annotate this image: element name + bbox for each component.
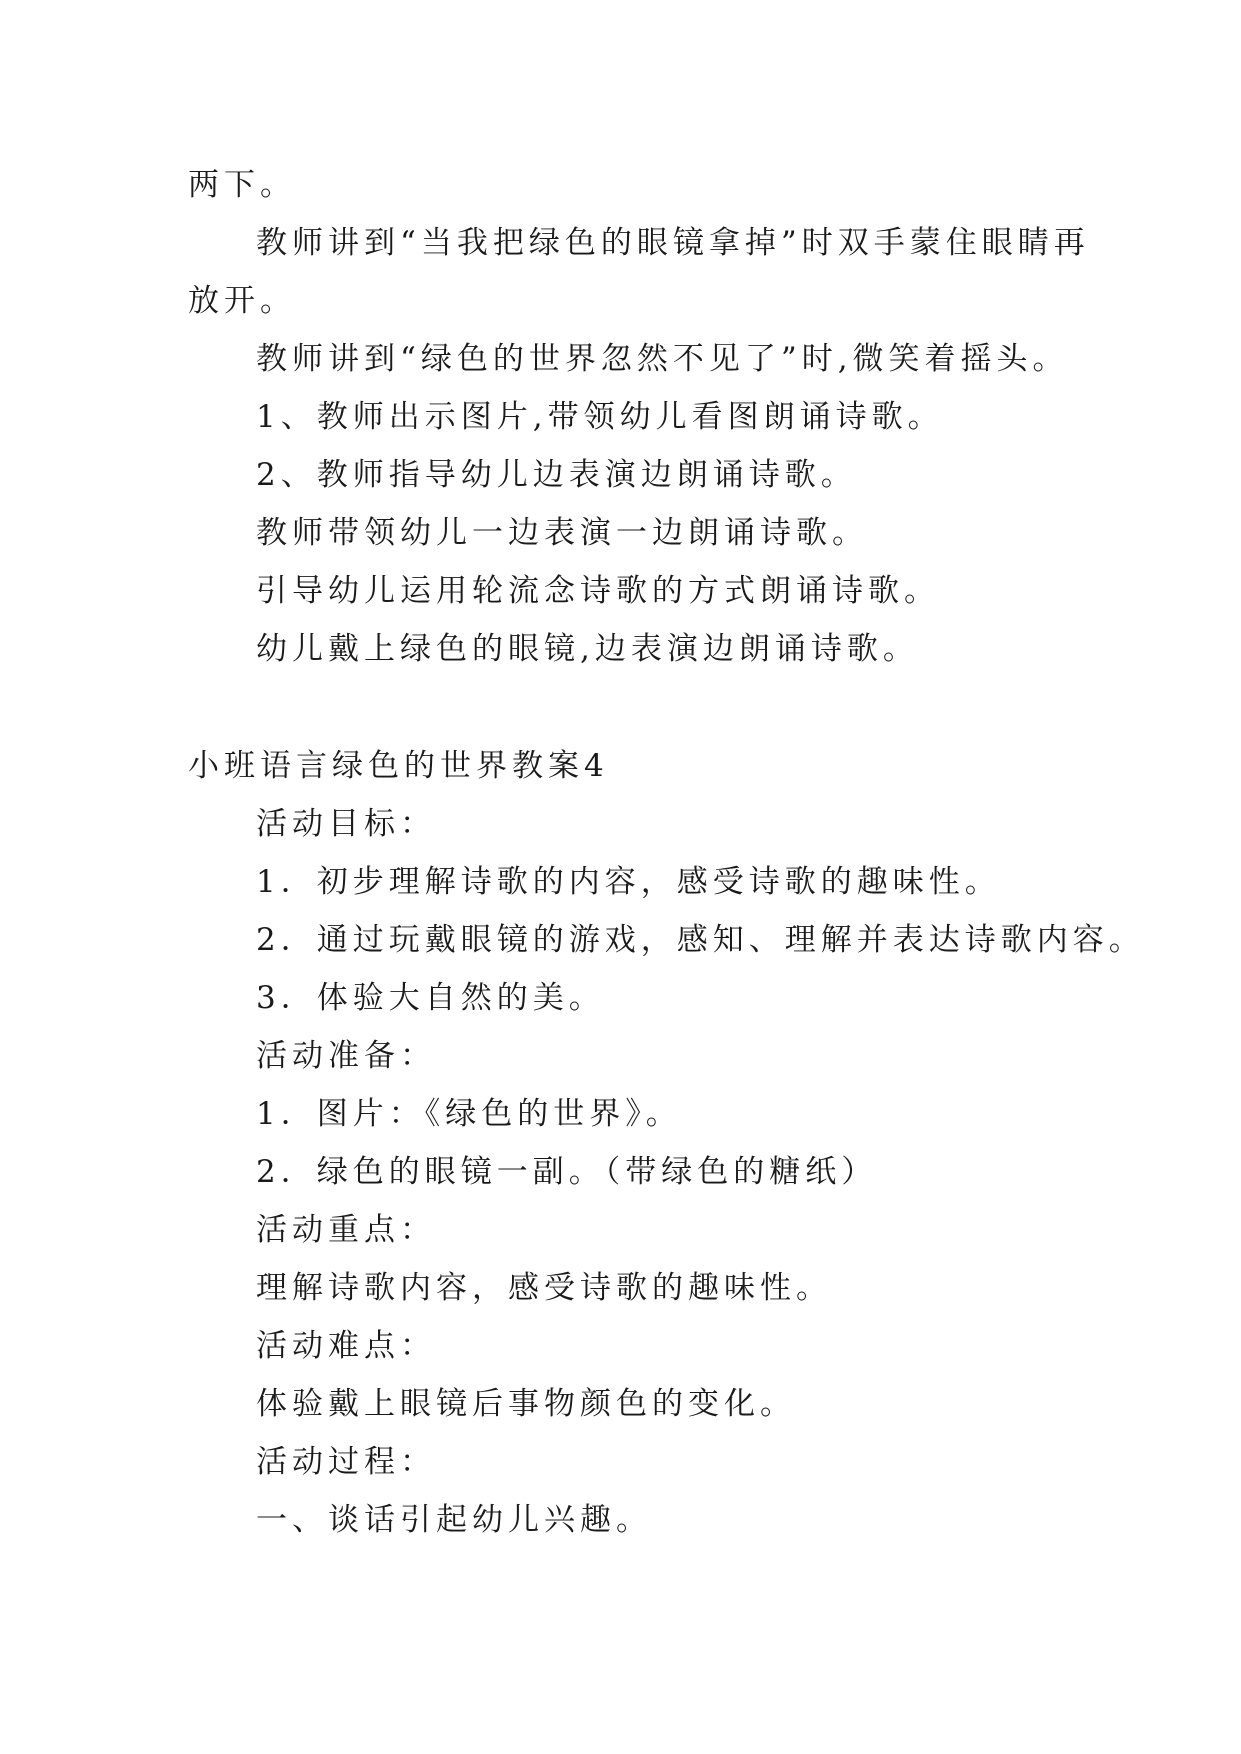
- text-line: 活动目标：: [256, 806, 436, 842]
- text-line: 引导幼儿运用轮流念诗歌的方式朗诵诗歌。: [256, 573, 940, 609]
- text-line: 1．初步理解诗歌的内容，感受诗歌的趣味性。: [256, 864, 1001, 900]
- text-line: 教师讲到“当我把绿色的眼镜拿掉”时双手蒙住眼睛再: [256, 225, 1090, 261]
- text-line: 教师带领幼儿一边表演一边朗诵诗歌。: [256, 515, 868, 551]
- text-line: 理解诗歌内容，感受诗歌的趣味性。: [256, 1270, 832, 1306]
- text-line: 放开。: [188, 283, 296, 319]
- section-heading: 小班语言绿色的世界教案4: [188, 748, 609, 784]
- text-line: 1、教师出示图片,带领幼儿看图朗诵诗歌。: [256, 399, 944, 435]
- text-line: 1．图片：《绿色的世界》。: [256, 1096, 682, 1132]
- text-line: 活动难点：: [256, 1328, 436, 1364]
- text-line: 活动准备：: [256, 1038, 436, 1074]
- text-line: 两下。: [188, 167, 296, 203]
- text-line: 2．绿色的眼镜一副。（带绿色的糖纸）: [256, 1154, 878, 1190]
- text-line: 活动过程：: [256, 1444, 436, 1480]
- text-line: 活动重点：: [256, 1212, 436, 1248]
- text-line: 一、谈话引起幼儿兴趣。: [256, 1502, 652, 1538]
- text-line: 教师讲到“绿色的世界忽然不见了”时,微笑着摇头。: [256, 341, 1069, 377]
- text-line: 2．通过玩戴眼镜的游戏，感知、理解并表达诗歌内容。: [256, 922, 1145, 958]
- text-line: 幼儿戴上绿色的眼镜,边表演边朗诵诗歌。: [256, 631, 919, 667]
- text-line: 体验戴上眼镜后事物颜色的变化。: [256, 1386, 796, 1422]
- text-line: 2、教师指导幼儿边表演边朗诵诗歌。: [256, 457, 857, 493]
- text-line: 3．体验大自然的美。: [256, 980, 605, 1016]
